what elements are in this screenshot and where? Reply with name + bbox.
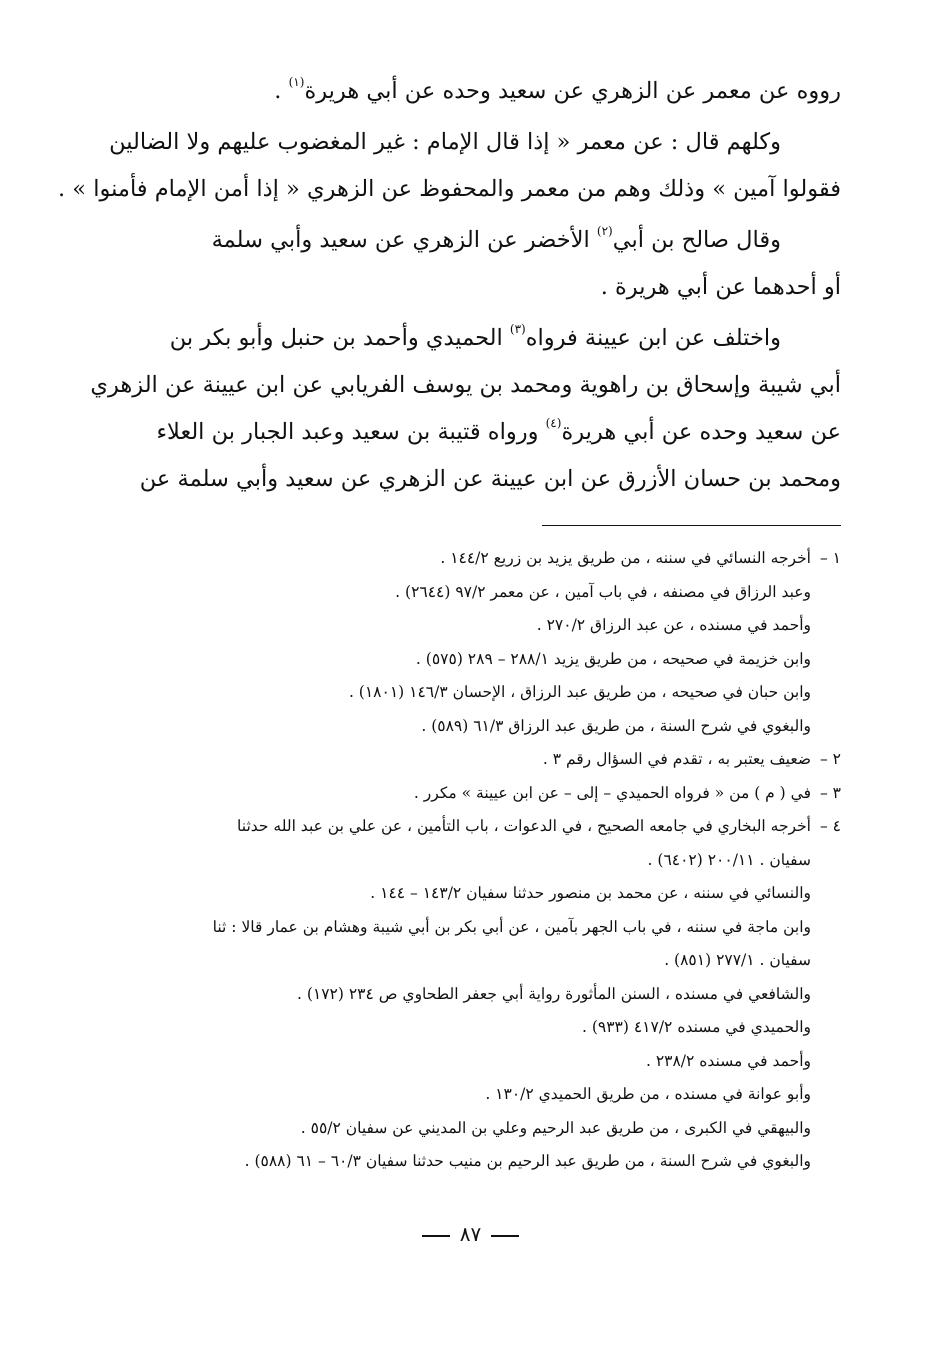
- footnote-line: [140, 542, 841, 576]
- footnote-number: [811, 1112, 841, 1146]
- footnote-line: [140, 810, 841, 844]
- footnote-number: [811, 710, 841, 744]
- footnote-line: [140, 911, 841, 945]
- footnote-text: والبغوي في شرح السنة ، من طريق عبد الرزاق ٦١/٣ (٥٨٩) .: [421, 716, 811, 735]
- footnote-line: [140, 1078, 841, 1112]
- footnote-line: [140, 944, 841, 978]
- footnote-number: [811, 1011, 841, 1045]
- footnote-text: وابن حبان في صحيحه ، من طريق عبد الرزاق ، الإحسان ١٤٦/٣ (١٨٠١) .: [348, 683, 811, 701]
- footnote-number: [811, 944, 841, 978]
- footnote-number: [811, 643, 841, 677]
- text-line: وقال صالح بن أبي$^{(٢)}$ الأخضر عن الزهري عن سعيد وأبي سلمة: [211, 224, 781, 253]
- footnote-text: والشافعي في مسنده ، السنن المأثورة رواية أبي جعفر الطحاوي ص ٢٣٤ (١٧٢) .: [296, 984, 811, 1003]
- footnote-ref[interactable]: (٢): [596, 224, 613, 238]
- footnote-text: وأبو عوانة في مسنده ، من طريق الحميدي ١٣٠/٢ .: [485, 1085, 811, 1103]
- footnote-text: وابن ماجة في سننه ، في باب الجهر بآمين ، عن أبي بكر بن أبي شيبة وهشام بن عمار قالا : ثنا: [212, 917, 811, 936]
- footnote-text: ضعيف يعتبر به ، تقدم في السؤال رقم ٣ .: [542, 750, 811, 768]
- footnote-line: [140, 1011, 841, 1045]
- footnote-line: [140, 743, 841, 777]
- footnote-text: أخرجه النسائي في سننه ، من طريق يزيد بن زريع ١٤٤/٢ .: [440, 549, 811, 567]
- footnote-number: ٣ –: [819, 783, 841, 802]
- footnote-line: [140, 710, 841, 744]
- text-line: أو أحدهما عن أبي هريرة .: [600, 274, 841, 300]
- footnotes: [140, 542, 841, 1179]
- footnote-number: [811, 911, 841, 945]
- footnote-text: في ( م ) من « فرواه الحميدي – إلى – عن ابن عيينة » مكرر .: [413, 783, 811, 802]
- footnote-number: [811, 844, 841, 878]
- text-line: رووه عن معمر عن الزهري عن سعيد وحده عن أبي هريرة$^{(١)}$ .: [274, 75, 841, 104]
- footnote-text: والبغوي في شرح السنة ، من طريق عبد الرحيم بن منيب حدثنا سفيان ٦٠/٣ – ٦١ (٥٨٨) .: [244, 1152, 811, 1170]
- footnote-number: [811, 1078, 841, 1112]
- dash-right: [422, 1235, 450, 1237]
- footnote-text: سفيان . ٢٧٧/١ (٨٥١) .: [664, 951, 811, 969]
- main-text: [58, 68, 841, 503]
- footnote-number: [811, 609, 841, 643]
- footnote-text: وعبد الرزاق في مصنفه ، في باب آمين ، عن معمر ٩٧/٢ (٢٦٤٤) .: [395, 582, 811, 601]
- footnote-line: [140, 1045, 841, 1079]
- footnote-divider: [542, 525, 841, 526]
- footnote-ref[interactable]: (١): [288, 75, 305, 89]
- footnote-text: وأحمد في مسنده ، عن عبد الرزاق ٢٧٠/٢ .: [536, 616, 811, 634]
- footnote-text: والبيهقي في الكبرى ، من طريق عبد الرحيم وعلي بن المديني عن سفيان ٥٥/٢ .: [300, 1118, 811, 1137]
- footnote-text: سفيان . ٢٠٠/١١ (٦٤٠٢) .: [647, 850, 811, 869]
- footnote-number: [811, 1045, 841, 1079]
- footnote-line: [140, 978, 841, 1012]
- text-line: أبي شيبة وإسحاق بن راهوية ومحمد بن يوسف الفريابي عن ابن عيينة عن الزهري: [90, 372, 841, 398]
- footnote-line: [140, 609, 841, 643]
- footnote-number: [811, 576, 841, 610]
- footnote-text: والحميدي في مسنده ٤١٧/٢ (٩٣٣) .: [581, 1018, 811, 1036]
- footnote-line: [140, 576, 841, 610]
- footnote-ref[interactable]: (٣): [509, 322, 526, 336]
- footnote-line: [140, 676, 841, 710]
- footnote-number: ١ –: [819, 549, 841, 567]
- text-line: ومحمد بن حسان الأزرق عن ابن عيينة عن الزهري عن سعيد وأبي سلمة عن: [139, 466, 841, 492]
- footnote-text: وابن خزيمة في صحيحه ، من طريق يزيد ٢٨٨/١ – ٢٨٩ (٥٧٥) .: [415, 649, 811, 668]
- footnote-line: [140, 1145, 841, 1179]
- footnote-number: ٤ –: [819, 817, 841, 835]
- footnote-ref[interactable]: (٤): [545, 416, 562, 430]
- text-line: واختلف عن ابن عيينة فرواه$^{(٣)}$ الحميدي وأحمد بن حنبل وأبو بكر بن: [169, 322, 781, 351]
- footnote-number: ٢ –: [819, 750, 841, 768]
- footnote-text: أخرجه البخاري في جامعه الصحيح ، في الدعوات ، باب التأمين ، عن علي بن عبد الله حدثنا: [237, 817, 811, 835]
- footnote-line: [140, 844, 841, 878]
- footnote-number: [811, 877, 841, 911]
- footnote-number: [811, 1145, 841, 1179]
- text-line: وكلهم قال : عن معمر « إذا قال الإمام : غير المغضوب عليهم ولا الضالين: [109, 129, 781, 155]
- footnote-line: [140, 777, 841, 811]
- footnote-number: [811, 978, 841, 1012]
- footnote-line: [140, 1112, 841, 1146]
- footnote-line: [140, 877, 841, 911]
- page-number: ٨٧: [0, 1222, 941, 1246]
- footnote-number: [811, 676, 841, 710]
- text-line: فقولوا آمين » وذلك وهم من معمر والمحفوظ عن الزهري « إذا أمن الإمام فأمنوا » .: [58, 176, 841, 202]
- dash-left: [491, 1235, 519, 1237]
- text-line: عن سعيد وحده عن أبي هريرة$^{(٤)}$ ورواه قتيبة بن سعيد وعبد الجبار بن العلاء: [156, 416, 841, 445]
- footnote-line: [140, 643, 841, 677]
- footnote-text: وأحمد في مسنده ٢٣٨/٢ .: [645, 1051, 811, 1070]
- footnote-text: والنسائي في سننه ، عن محمد بن منصور حدثنا سفيان ١٤٣/٢ – ١٤٤ .: [370, 884, 811, 902]
